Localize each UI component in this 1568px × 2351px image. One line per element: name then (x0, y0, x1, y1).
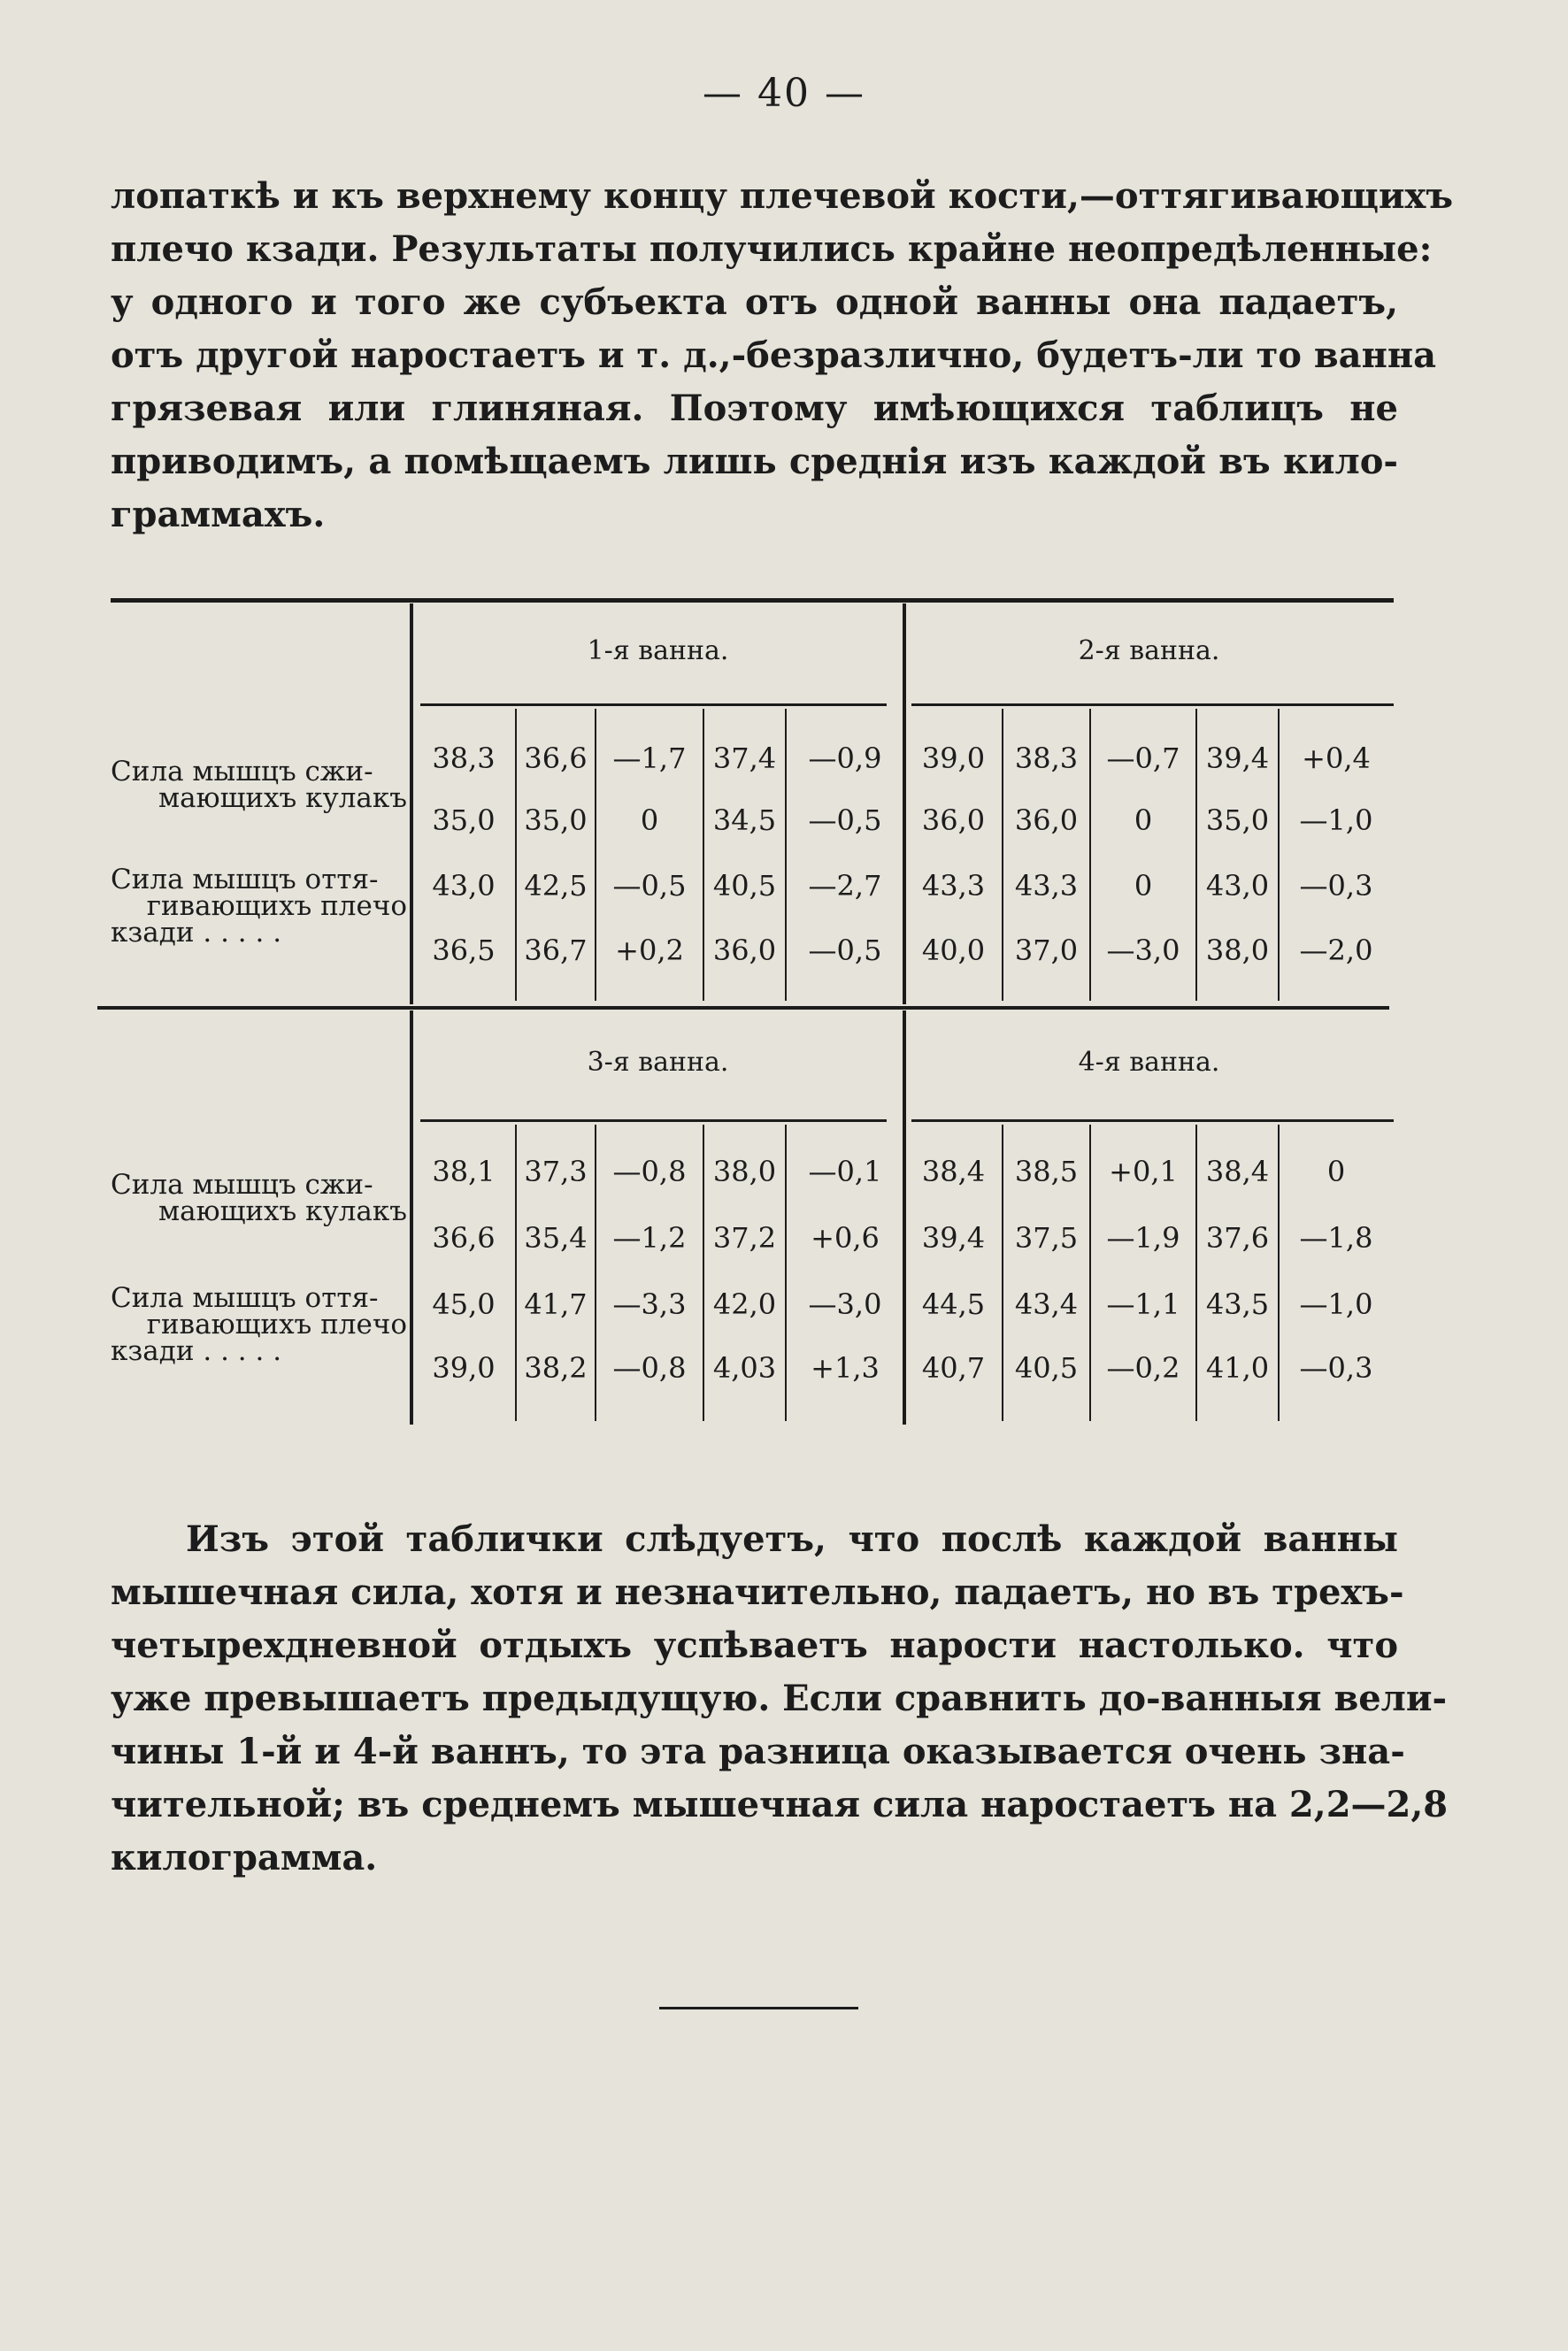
table-cell: 43,3 (1014, 869, 1079, 903)
table-cell: 39,4 (1205, 741, 1270, 775)
table-cell: 40,5 (1014, 1351, 1079, 1385)
intro-paragraph (111, 170, 1454, 542)
table-cell: —1,8 (1299, 1221, 1373, 1255)
table-cell: —3,0 (808, 1287, 882, 1321)
table-cell: 44,5 (921, 1287, 986, 1321)
table-cell: +0,2 (615, 933, 684, 967)
table-cell: 37,0 (1014, 933, 1079, 967)
table-cell: —0,5 (808, 803, 882, 837)
intro-paragraph-line: грязевая или глиняная. Поэтому имѣющихся таблицъ не (111, 388, 1398, 429)
subheader-rule (420, 1119, 887, 1122)
table-cell: +0,6 (811, 1221, 880, 1255)
table-cell: 37,5 (1014, 1221, 1079, 1255)
table-cell: 38,4 (1205, 1155, 1270, 1188)
table-cell: 36,0 (712, 933, 777, 967)
table-cell: 36,0 (921, 803, 986, 837)
row-label-line: мающихъ кулакъ (158, 1195, 407, 1227)
table-cell: 43,3 (921, 869, 986, 903)
table-cell: 43,0 (1205, 869, 1270, 903)
conclusion-paragraph-line: Изъ этой таблички слѣдуетъ, что послѣ каждой ванны (186, 1518, 1398, 1560)
row-label-line: кзади . . . . . (111, 1335, 282, 1367)
table-cell: 0 (1326, 1155, 1346, 1188)
table-cell: —3,3 (612, 1287, 687, 1321)
table-cell: 40,7 (921, 1351, 986, 1385)
table-cell: 38,0 (1205, 933, 1270, 967)
table-top-rule (111, 598, 1394, 603)
table-cell: 35,0 (432, 803, 496, 837)
table-cell: 37,4 (712, 741, 777, 775)
table-cell: 0 (1134, 869, 1153, 903)
table-cell: 43,5 (1205, 1287, 1270, 1321)
bath-header: 3-я ванна. (587, 1047, 729, 1078)
table-cell: 36,0 (1014, 803, 1079, 837)
intro-paragraph-line: плечо кзади. Результаты получились крайне неопредѣленные: (111, 228, 1433, 270)
row-label-line: мающихъ кулакъ (158, 782, 407, 814)
table-cell: —0,5 (808, 933, 882, 967)
table-cell: 39,4 (921, 1221, 986, 1255)
table-cell: 42,0 (712, 1287, 777, 1321)
table-cell: —0,8 (612, 1155, 687, 1188)
table-cell: 4,03 (712, 1351, 777, 1385)
bath-header: 1-я ванна. (587, 635, 729, 666)
table-cell: 39,0 (921, 741, 986, 775)
table-cell: —1,2 (612, 1221, 687, 1255)
end-rule (659, 2007, 858, 2009)
table-cell: 41,0 (1205, 1351, 1270, 1385)
table-cell: 42,5 (524, 869, 588, 903)
conclusion-paragraph (111, 1513, 1449, 1885)
conclusion-paragraph-line: чины 1-й и 4-й ваннъ, то эта разница оказывается очень зна- (111, 1731, 1405, 1772)
table-cell: 38,3 (432, 741, 496, 775)
table-cell: 0 (640, 803, 659, 837)
table-cell: —2,0 (1299, 933, 1373, 967)
table-cell: 35,4 (524, 1221, 588, 1255)
table-cell: 40,5 (712, 869, 777, 903)
table-cell: 38,0 (712, 1155, 777, 1188)
page-number: — 40 — (703, 71, 865, 116)
table-cell: 41,7 (524, 1287, 588, 1321)
table-cell: 45,0 (432, 1287, 496, 1321)
table-cell: 36,7 (524, 933, 588, 967)
band-separator-rule (97, 1006, 1389, 1010)
table-cell: 38,2 (524, 1351, 588, 1385)
table-cell: —2,7 (808, 869, 882, 903)
table-cell: 35,0 (1205, 803, 1270, 837)
table-cell: —0,2 (1106, 1351, 1180, 1385)
row-label-line: кзади . . . . . (111, 917, 282, 949)
table-cell: +0,1 (1109, 1155, 1178, 1188)
subheader-rule (911, 703, 1394, 706)
table-cell: —1,7 (612, 741, 687, 775)
intro-paragraph-line: у одного и того же субъекта отъ одной ванны она падаетъ, (111, 281, 1398, 323)
table-cell: 43,0 (432, 869, 496, 903)
row-label-line: Сила мышцъ оття- (111, 1282, 379, 1314)
bath-header: 2-я ванна. (1078, 635, 1220, 666)
intro-paragraph-line: отъ другой наростаетъ и т. д.,-безразлично, будетъ-ли то ванна (111, 334, 1437, 376)
table-cell: 35,0 (524, 803, 588, 837)
table-cell: —0,9 (808, 741, 882, 775)
conclusion-paragraph-line: килограмма. (111, 1837, 378, 1878)
table-cell: —0,5 (612, 869, 687, 903)
table-cell: 0 (1134, 803, 1153, 837)
intro-paragraph-line: приводимъ, а помѣщаемъ лишь среднія изъ каждой въ кило- (111, 441, 1398, 482)
table-cell: 38,1 (432, 1155, 496, 1188)
conclusion-paragraph-line: мышечная сила, хотя и незначительно, падаетъ, но въ трехъ- (111, 1571, 1404, 1613)
table-cell: 40,0 (921, 933, 986, 967)
row-label-line: гивающихъ плечо (146, 890, 407, 922)
table-cell: 39,0 (432, 1351, 496, 1385)
table-cell: 36,6 (524, 741, 588, 775)
table-cell: —1,1 (1106, 1287, 1180, 1321)
table-cell: 38,5 (1014, 1155, 1079, 1188)
row-label-line: гивающихъ плечо (146, 1309, 407, 1341)
intro-paragraph-line: лопаткѣ и къ верхнему концу плечевой кости,—оттягивающихъ (111, 175, 1454, 217)
table-cell: 43,4 (1014, 1287, 1079, 1321)
table-cell: —0,7 (1106, 741, 1180, 775)
table-cell: 37,3 (524, 1155, 588, 1188)
table-cell: —3,0 (1106, 933, 1180, 967)
table-cell: 37,2 (712, 1221, 777, 1255)
table-cell: 37,6 (1205, 1221, 1270, 1255)
table-cell: —1,9 (1106, 1221, 1180, 1255)
table-cell: 36,5 (432, 933, 496, 967)
bath-header: 4-я ванна. (1078, 1047, 1220, 1078)
subheader-rule (911, 1119, 1394, 1122)
row-label-line: Сила мышцъ сжи- (111, 1169, 373, 1201)
subheader-rule (420, 703, 887, 706)
table-cell: —0,3 (1299, 1351, 1373, 1385)
table-cell: —1,0 (1299, 1287, 1373, 1321)
table-cell: —0,1 (808, 1155, 882, 1188)
table-cell: —0,8 (612, 1351, 687, 1385)
table-cell: 38,4 (921, 1155, 986, 1188)
conclusion-paragraph-line: четырехдневной отдыхъ успѣваетъ нарости настолько. что (111, 1625, 1398, 1666)
table-cell: 34,5 (712, 803, 777, 837)
intro-paragraph-line: граммахъ. (111, 494, 326, 535)
table-cell: 38,3 (1014, 741, 1079, 775)
table-cell: —1,0 (1299, 803, 1373, 837)
table-cell: —0,3 (1299, 869, 1373, 903)
conclusion-paragraph-line: уже превышаетъ предыдущую. Если сравнить до-ванныя вели- (111, 1678, 1448, 1719)
row-label-line: Сила мышцъ сжи- (111, 756, 373, 788)
row-label-line: Сила мышцъ оття- (111, 864, 379, 895)
conclusion-paragraph-line: чительной; въ среднемъ мышечная сила наростаетъ на 2,2—2,8 (111, 1784, 1449, 1825)
table-cell: +1,3 (811, 1351, 880, 1385)
table-cell: +0,4 (1302, 741, 1371, 775)
table-cell: 36,6 (432, 1221, 496, 1255)
